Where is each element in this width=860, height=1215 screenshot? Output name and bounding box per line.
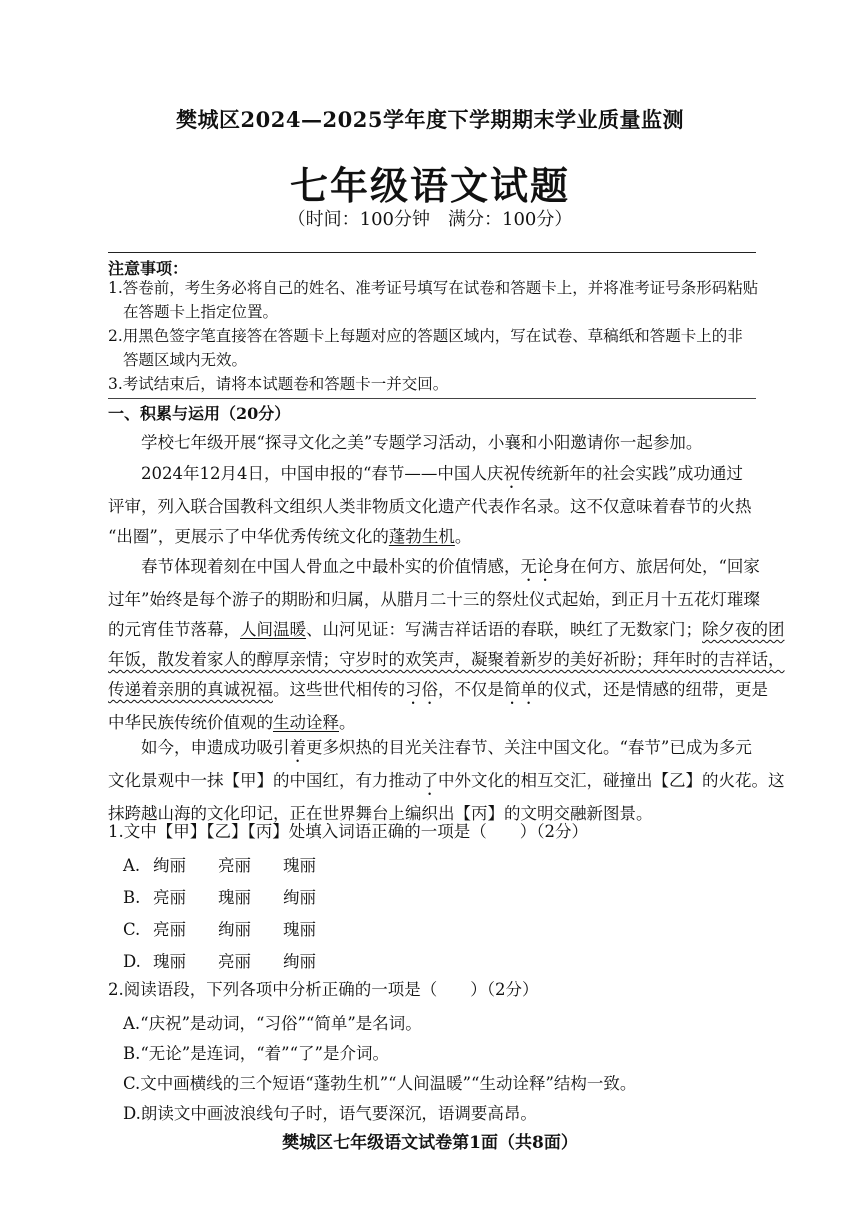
option-word: 亮丽 [153, 888, 186, 907]
wavy-underlined-text: 除夕夜的团 [702, 620, 785, 639]
passage-paragraph-2 [108, 552, 785, 738]
notice-item-3 [108, 372, 758, 396]
option-word: 亮丽 [218, 952, 251, 971]
text-span: 。 [339, 713, 356, 732]
notice-item-1 [108, 276, 758, 324]
question-2-stem: 2.阅读语段，下列各项中分析正确的一项是（ ）（2分） [108, 980, 539, 999]
notice-item-2 [108, 324, 758, 372]
passage-line [108, 675, 768, 708]
text-span: 更多炽热的目光关注春节、关注中国文化。“春节”已成为多元 [306, 738, 752, 757]
dotted-word: 无论 [520, 557, 554, 576]
text-span: ，不仅是 [438, 680, 504, 699]
exam-time-score: （时间：100分钟 满分：100分） [287, 209, 573, 230]
option-word: 亮丽 [153, 920, 186, 939]
question-2-option-d[interactable]: D.朗读文中画波浪线句子时，语气要深沉，语调要高昂。 [123, 1104, 537, 1123]
exam-name: 樊城区2024—2025学年度下学期期末学业质量监测 [176, 107, 684, 132]
question-2-option-c[interactable]: C.文中画横线的三个短语“蓬勃生机”“人间温暖”“生动诠释”结构一致。 [123, 1074, 637, 1093]
question-1-option-d[interactable] [123, 948, 348, 972]
question-2-option-a[interactable]: A.“庆祝”是动词，“习俗”“简单”是名词。 [123, 1014, 422, 1033]
option-word: 绚丽 [153, 856, 186, 875]
dotted-word: 简单 [504, 680, 537, 699]
text-span: 的仪式，还是情感的纽带，更是 [537, 680, 768, 699]
text-span: 传统新年的社会实践”成功通过 [519, 464, 743, 483]
section-heading: 一、积累与运用（20分） [108, 404, 291, 423]
passage-line [108, 522, 758, 552]
wavy-underlined-text: 传递着亲朋的真诚祝福 [108, 680, 273, 699]
question-1-option-a[interactable] [123, 852, 348, 876]
text-span: 、山河见证：写满吉祥话语的春联，映红了无数家门； [306, 620, 702, 639]
question-1-option-c[interactable] [123, 916, 348, 940]
notice-heading: 注意事项： [108, 259, 189, 278]
passage-line [108, 459, 758, 492]
option-label: C. [123, 920, 141, 939]
notice-item-text: 2.用黑色签字笔直接答在答题卡上每题对应的答题区域内，写在试卷、草稿纸和答题卡上的非 [108, 327, 743, 345]
divider-notice [108, 398, 756, 399]
page-footer: 樊城区七年级语文试卷第1面（共8面） [282, 1133, 578, 1153]
text-span: 2024年12月4日，中国申报的“春节——中国人庆 [141, 464, 504, 483]
option-word: 瑰丽 [283, 856, 316, 875]
notice-item-text: 答题区域内无效。 [123, 351, 248, 369]
dotted-word: 了 [421, 771, 438, 790]
text-span: 春节体现着刻在中国人骨血之中最朴实的价值情感， [141, 557, 521, 576]
underlined-phrase: 人间温暖 [240, 620, 306, 639]
divider-top [108, 252, 756, 253]
exam-title: 七年级语文试题 [289, 163, 570, 208]
dotted-word: 习俗 [405, 680, 438, 699]
option-label: A. [123, 856, 141, 875]
intro-paragraph [108, 428, 758, 458]
option-word: 亮丽 [218, 856, 251, 875]
passage-line [108, 552, 758, 585]
question-1-stem: 1.文中【甲】【乙】【丙】处填入词语正确的一项是（ ）（2分） [108, 822, 588, 841]
text-span: “出圈”，更展示了中华优秀传统文化的 [108, 527, 389, 546]
underlined-phrase: 生动诠释 [273, 713, 339, 732]
question-1-option-b[interactable] [123, 884, 348, 908]
passage-line: 抹跨越山海的文化印记，正在世界舞台上编织出【丙】的文明交融新图景。 [108, 804, 653, 823]
option-label: D. [123, 952, 141, 971]
option-word: 绚丽 [218, 920, 251, 939]
passage-line: 评审，列入联合国教科文组织人类非物质文化遗产代表作名录。这不仅意味着春节的火热 [108, 497, 752, 516]
text-span: 中外文化的相互交汇，碰撞出【乙】的火花。这 [438, 771, 785, 790]
option-label: B. [123, 888, 141, 907]
underlined-phrase: 蓬勃生机 [388, 527, 455, 546]
text-span: 。 [454, 527, 472, 546]
dotted-word: 着 [289, 738, 306, 757]
text-span: 中华民族传统价值观的 [108, 713, 273, 732]
text-span: 身在何方、旅居何处，“回家 [553, 557, 760, 576]
passage-paragraph-3 [108, 733, 785, 829]
text-span: 文化景观中一抹【甲】的中国红，有力推动 [108, 771, 422, 790]
option-word: 瑰丽 [218, 888, 251, 907]
passage-line: 过年”始终是每个游子的期盼和归属，从腊月二十三的祭灶仪式起始，到正月十五花灯璀璨 [108, 590, 760, 609]
text-span: 的元宵佳节落幕， [108, 620, 240, 639]
option-word: 瑰丽 [153, 952, 186, 971]
text-span: 。这些世代相传的 [273, 680, 405, 699]
option-word: 绚丽 [283, 888, 316, 907]
text-span: 如今，申遗成功吸引 [141, 738, 290, 757]
passage-line [108, 615, 785, 645]
intro-text: 学校七年级开展“探寻文化之美”专题学习活动，小襄和小阳邀请你一起参加。 [141, 433, 703, 452]
dotted-word: 祝 [503, 464, 520, 483]
option-word: 瑰丽 [283, 920, 316, 939]
notice-item-text: 1.答卷前，考生务必将自己的姓名、准考证号填写在试卷和答题卡上，并将准考证号条形码粘贴 [108, 279, 759, 297]
wavy-underlined-line: 年饭，散发着家人的醇厚亲情；守岁时的欢笑声，凝聚着新岁的美好祈盼；拜年时的吉祥话， [108, 650, 785, 669]
notice-item-text: 在答题卡上指定位置。 [123, 303, 279, 321]
notice-item-text: 3.考试结束后，请将本试题卷和答题卡一并交回。 [108, 375, 449, 393]
passage-line [108, 733, 758, 766]
option-word: 绚丽 [283, 952, 316, 971]
question-2-option-b[interactable]: B.“无论”是连词，“着”“了”是介词。 [123, 1044, 389, 1063]
passage-paragraph-1 [108, 459, 758, 552]
passage-line [108, 766, 785, 799]
